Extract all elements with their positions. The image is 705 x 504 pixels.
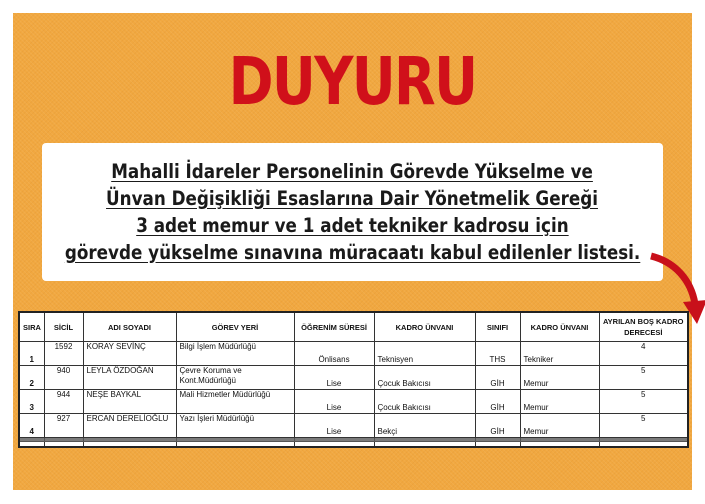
cell-adi-soyadi: KORAY SEVİNÇ: [83, 342, 176, 366]
notice-line: Ünvan Değişikliği Esaslarına Dair Yönetmelik Gereği: [106, 187, 599, 210]
cell-yeni-kadro: Memur: [520, 414, 599, 438]
cell-yeni-kadro: Memur: [520, 390, 599, 414]
cell-derece: 5: [599, 366, 688, 390]
notice-line: 3 adet memur ve 1 adet tekniker kadrosu için: [136, 214, 569, 237]
cell-sinifi: THS: [475, 342, 520, 366]
table-row: [19, 342, 688, 366]
table-row: [19, 390, 688, 414]
cell-ogrenim: Lise: [294, 366, 374, 390]
cell-ogrenim: Önlisans: [294, 342, 374, 366]
cell-ogrenim: Lise: [294, 414, 374, 438]
table-row: [19, 414, 688, 438]
cell-sinifi: GİH: [475, 366, 520, 390]
cell-derece: 5: [599, 414, 688, 438]
header-adi-soyadi: ADI SOYADI: [83, 312, 176, 342]
cell-sira: 3: [19, 390, 44, 414]
cell-gorev-yeri: Çevre Koruma ve Kont.Müdürlüğü: [176, 366, 294, 390]
header-kadro-unvani: KADRO ÜNVANI: [374, 312, 475, 342]
cell-ogrenim: Lise: [294, 390, 374, 414]
header-kadro-derecesi: AYRILAN BOŞ KADRO DERECESİ: [599, 312, 688, 342]
cell-sicil: 940: [44, 366, 83, 390]
announcement-title: DUYURU: [228, 43, 477, 120]
cell-derece: 4: [599, 342, 688, 366]
cell-sinifi: GİH: [475, 414, 520, 438]
cell-sicil: 927: [44, 414, 83, 438]
notice-line: görevde yükselme sınavına müracaatı kabul edilenler listesi.: [64, 241, 641, 264]
notice-line: Mahalli İdareler Personelinin Görevde Yükselme ve: [111, 160, 594, 183]
header-yeni-kadro-unvani: KADRO ÜNVANI: [520, 312, 599, 342]
cell-sicil: 944: [44, 390, 83, 414]
table-header-row: [19, 312, 688, 342]
cell-sira: 1: [19, 342, 44, 366]
cell-sicil: 1592: [44, 342, 83, 366]
cell-gorev-yeri: Bilgi İşlem Müdürlüğü: [176, 342, 294, 366]
cell-adi-soyadi: LEYLA ÖZDOĞAN: [83, 366, 176, 390]
cell-sinifi: GİH: [475, 390, 520, 414]
cell-adi-soyadi: ERCAN DERELİOĞLU: [83, 414, 176, 438]
cell-kadro-unvani: Bekçi: [374, 414, 475, 438]
cell-adi-soyadi: NEŞE BAYKAL: [83, 390, 176, 414]
header-sicil: SİCİL: [44, 312, 83, 342]
table-empty-row: [19, 442, 688, 448]
applicants-table: [18, 311, 689, 448]
header-ogrenim-suresi: ÖĞRENİM SÜRESİ: [294, 312, 374, 342]
cell-sira: 2: [19, 366, 44, 390]
cell-kadro-unvani: Çocuk Bakıcısı: [374, 390, 475, 414]
header-sira: SIRA: [19, 312, 44, 342]
cell-kadro-unvani: Çocuk Bakıcısı: [374, 366, 475, 390]
header-sinifi: SINIFI: [475, 312, 520, 342]
cell-gorev-yeri: Mali Hizmetler Müdürlüğü: [176, 390, 294, 414]
announcement-board: [13, 13, 692, 490]
cell-kadro-unvani: Teknisyen: [374, 342, 475, 366]
table-row: [19, 366, 688, 390]
cell-derece: 5: [599, 390, 688, 414]
cell-yeni-kadro: Memur: [520, 366, 599, 390]
cell-yeni-kadro: Tekniker: [520, 342, 599, 366]
header-gorev-yeri: GÖREV YERİ: [176, 312, 294, 342]
cell-sira: 4: [19, 414, 44, 438]
notice-box: [42, 143, 663, 281]
cell-gorev-yeri: Yazı İşleri Müdürlüğü: [176, 414, 294, 438]
